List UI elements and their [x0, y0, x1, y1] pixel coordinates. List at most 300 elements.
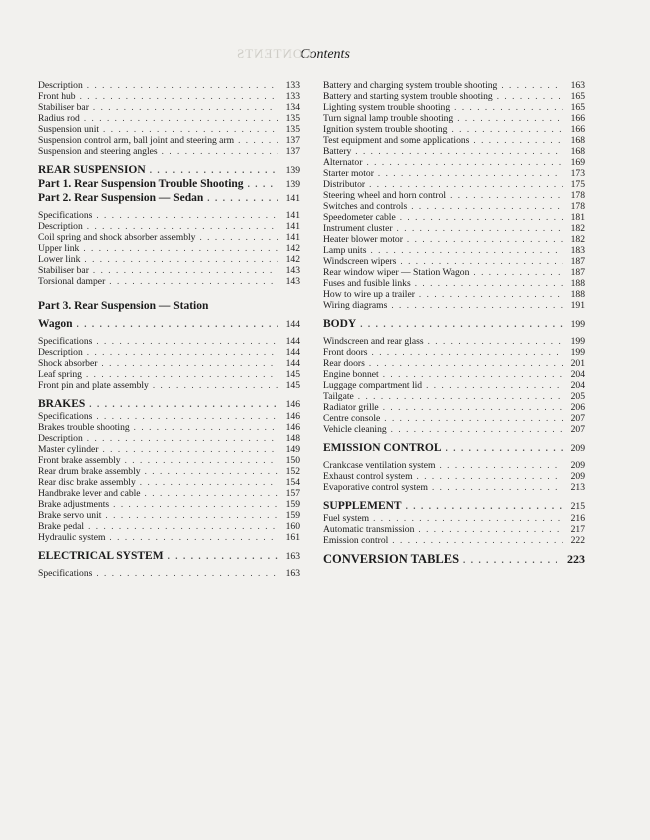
- toc-entry[interactable]: [38, 532, 300, 543]
- dot-leader: [162, 146, 278, 157]
- dot-leader: [501, 80, 563, 91]
- toc-entry-label: Master cylinder: [38, 444, 99, 455]
- toc-entry-label: Lower link: [38, 254, 81, 265]
- toc-entry-label: Crankcase ventilation system: [323, 460, 436, 471]
- toc-section-heading[interactable]: [38, 163, 300, 177]
- toc-entry-label: Specifications: [38, 210, 93, 221]
- toc-entry[interactable]: [323, 278, 585, 289]
- toc-entry-page-number: 141: [285, 232, 300, 243]
- toc-entry-label: Brake adjustments: [38, 499, 110, 510]
- toc-entry-page-number: 135: [285, 113, 300, 124]
- toc-entry-page-number: 159: [285, 510, 300, 521]
- toc-entry-label: Front hub: [38, 91, 76, 102]
- toc-entry-page-number: 222: [570, 535, 585, 546]
- toc-entry[interactable]: [323, 369, 585, 380]
- toc-entry-label: Brakes trouble shooting: [38, 422, 130, 433]
- dot-leader: [417, 471, 563, 482]
- toc-entry[interactable]: [38, 477, 300, 488]
- dot-leader: [80, 91, 278, 102]
- toc-entry-label: Description: [38, 347, 83, 358]
- dot-leader: [105, 510, 278, 521]
- toc-entry[interactable]: [38, 124, 300, 135]
- toc-entry-page-number: 204: [570, 369, 585, 380]
- toc-entry-page-number: 209: [570, 471, 585, 482]
- toc-section-heading[interactable]: [38, 317, 300, 331]
- dot-leader: [88, 521, 278, 532]
- toc-entry-label: Front brake assembly: [38, 455, 121, 466]
- toc-entry-label: Steering wheel and horn control: [323, 190, 447, 201]
- dot-leader: [378, 168, 563, 179]
- toc-entry-label: Emission control: [323, 535, 389, 546]
- dot-leader: [372, 347, 563, 358]
- toc-entry-page-number: 150: [285, 455, 300, 466]
- toc-entry[interactable]: [323, 300, 585, 311]
- toc-section-heading[interactable]: [38, 191, 300, 205]
- toc-entry-label: Part 1. Rear Suspension Trouble Shooting: [38, 178, 244, 190]
- toc-entry[interactable]: [323, 113, 585, 124]
- toc-entry[interactable]: [38, 433, 300, 444]
- toc-entry-label: Torsional damper: [38, 276, 106, 287]
- dot-leader: [248, 177, 278, 191]
- toc-entry-page-number: 152: [285, 466, 300, 477]
- toc-entry-label: Tailgate: [323, 391, 354, 402]
- toc-entry[interactable]: [38, 135, 300, 146]
- toc-entry-label: Engine bonnet: [323, 369, 379, 380]
- toc-entry-page-number: 191: [570, 300, 585, 311]
- dot-leader: [134, 422, 278, 433]
- toc-entry[interactable]: [323, 212, 585, 223]
- dot-leader: [109, 276, 278, 287]
- toc-entry-label: Front doors: [323, 347, 368, 358]
- toc-entry[interactable]: [323, 201, 585, 212]
- toc-entry-page-number: 207: [570, 413, 585, 424]
- toc-entry-page-number: 144: [285, 336, 300, 347]
- toc-entry-label: REAR SUSPENSION: [38, 164, 146, 176]
- dot-leader: [89, 397, 278, 411]
- dot-leader: [370, 245, 563, 256]
- toc-entry-page-number: 139: [285, 179, 300, 190]
- dot-leader: [87, 80, 278, 91]
- dot-leader: [426, 380, 563, 391]
- toc-entry[interactable]: [38, 232, 300, 243]
- toc-entry[interactable]: [38, 210, 300, 221]
- toc-entry-label: Exhaust control system: [323, 471, 413, 482]
- toc-entry[interactable]: [323, 102, 585, 113]
- toc-entry-page-number: 144: [285, 358, 300, 369]
- toc-entry-page-number: 187: [570, 267, 585, 278]
- toc-entry[interactable]: [323, 535, 585, 546]
- toc-entry-label: Windscreen wipers: [323, 256, 397, 267]
- dot-leader: [384, 413, 563, 424]
- toc-entry-label: Test equipment and some applications: [323, 135, 470, 146]
- toc-entry-label: Specifications: [38, 568, 93, 579]
- toc-entry-page-number: 204: [570, 380, 585, 391]
- dot-leader: [145, 466, 278, 477]
- toc-section-heading[interactable]: [323, 317, 585, 331]
- toc-entry-page-number: 181: [570, 212, 585, 223]
- toc-entry[interactable]: [323, 179, 585, 190]
- toc-entry[interactable]: [323, 91, 585, 102]
- dot-leader: [497, 91, 563, 102]
- toc-entry-page-number: 137: [285, 135, 300, 146]
- dot-leader: [101, 358, 278, 369]
- toc-entry-page-number: 137: [285, 146, 300, 157]
- toc-entry-label: Radius rod: [38, 113, 80, 124]
- toc-entry-label: Brake servo unit: [38, 510, 102, 521]
- toc-entry-page-number: 165: [570, 91, 585, 102]
- toc-entry-page-number: 160: [285, 521, 300, 532]
- dot-leader: [83, 243, 278, 254]
- toc-entry[interactable]: [323, 471, 585, 482]
- toc-entry[interactable]: [38, 91, 300, 102]
- toc-entry[interactable]: [38, 444, 300, 455]
- dot-leader: [96, 210, 278, 221]
- dot-leader: [411, 201, 563, 212]
- toc-entry-page-number: 134: [285, 102, 300, 113]
- toc-entry[interactable]: [38, 369, 300, 380]
- dot-leader: [150, 163, 278, 177]
- toc-entry-page-number: 187: [570, 256, 585, 267]
- toc-entry[interactable]: [323, 336, 585, 347]
- toc-entry-label: How to wire up a trailer: [323, 289, 415, 300]
- toc-entry-page-number: 182: [570, 223, 585, 234]
- dot-leader: [366, 157, 563, 168]
- toc-entry-page-number: 199: [570, 347, 585, 358]
- toc-entry-page-number: 215: [570, 501, 585, 512]
- toc-entry-page-number: 183: [570, 245, 585, 256]
- toc-section-heading[interactable]: [38, 397, 300, 411]
- dot-leader: [125, 455, 278, 466]
- toc-entry-page-number: 168: [570, 146, 585, 157]
- dot-leader: [383, 369, 563, 380]
- toc-entry-label: Automatic transmission: [323, 524, 415, 535]
- dot-leader: [369, 179, 563, 190]
- toc-entry[interactable]: [38, 455, 300, 466]
- toc-entry-label: Wiring diagrams: [323, 300, 388, 311]
- toc-entry-label: Windscreen and rear glass: [323, 336, 424, 347]
- toc-entry[interactable]: [38, 336, 300, 347]
- toc-entry-label: Leaf spring: [38, 369, 82, 380]
- dot-leader: [432, 482, 563, 493]
- toc-entry[interactable]: [323, 256, 585, 267]
- toc-entry[interactable]: [323, 267, 585, 278]
- toc-entry[interactable]: [323, 168, 585, 179]
- toc-entry-page-number: 157: [285, 488, 300, 499]
- dot-leader: [145, 488, 278, 499]
- dot-leader: [463, 553, 557, 568]
- dot-leader: [373, 513, 563, 524]
- toc-section-heading[interactable]: [323, 499, 585, 513]
- dot-leader: [428, 336, 563, 347]
- toc-entry-page-number: 207: [570, 424, 585, 435]
- contents-column-right: [323, 80, 585, 567]
- dot-leader: [96, 336, 278, 347]
- toc-entry-page-number: 146: [285, 411, 300, 422]
- toc-entry[interactable]: [323, 380, 585, 391]
- dot-leader: [473, 135, 563, 146]
- toc-entry-page-number: 145: [285, 380, 300, 391]
- toc-entry-page-number: 216: [570, 513, 585, 524]
- toc-entry-label: CONVERSION TABLES: [323, 552, 460, 566]
- toc-entry-page-number: 142: [285, 254, 300, 265]
- toc-entry[interactable]: [323, 124, 585, 135]
- toc-entry-label: Hydraulic system: [38, 532, 106, 543]
- toc-entry[interactable]: [38, 146, 300, 157]
- toc-entry[interactable]: [323, 80, 585, 91]
- toc-entry[interactable]: [323, 460, 585, 471]
- dot-leader: [113, 499, 278, 510]
- toc-entry[interactable]: [38, 113, 300, 124]
- toc-entry-page-number: 188: [570, 278, 585, 289]
- toc-entry-page-number: 199: [570, 336, 585, 347]
- toc-entry[interactable]: [38, 254, 300, 265]
- dot-leader: [391, 300, 563, 311]
- toc-entry-label: Specifications: [38, 336, 93, 347]
- toc-entry-page-number: 133: [285, 91, 300, 102]
- dot-leader: [418, 524, 563, 535]
- dot-leader: [391, 424, 563, 435]
- toc-entry-page-number: 141: [285, 193, 300, 204]
- dot-leader: [415, 278, 563, 289]
- toc-entry[interactable]: [323, 358, 585, 369]
- dot-leader: [392, 535, 563, 546]
- toc-entry-label: Turn signal lamp trouble shooting: [323, 113, 454, 124]
- toc-entry-label: Vehicle cleaning: [323, 424, 387, 435]
- toc-entry[interactable]: [323, 234, 585, 245]
- toc-entry[interactable]: [323, 347, 585, 358]
- dot-leader: [400, 256, 563, 267]
- dot-leader: [238, 135, 278, 146]
- toc-entry-label: Instrument cluster: [323, 223, 393, 234]
- toc-entry-label: SUPPLEMENT: [323, 500, 402, 512]
- toc-entry-page-number: 188: [570, 289, 585, 300]
- dot-leader: [109, 532, 278, 543]
- toc-entry-page-number: 161: [285, 532, 300, 543]
- dot-leader: [358, 391, 563, 402]
- toc-entry[interactable]: [323, 513, 585, 524]
- bleed-through-text: CONTENTS: [236, 46, 312, 61]
- toc-entry-page-number: 209: [570, 460, 585, 471]
- toc-entry-label: Part 2. Rear Suspension — Sedan: [38, 192, 204, 204]
- toc-entry[interactable]: [38, 347, 300, 358]
- dot-leader: [355, 146, 563, 157]
- dot-leader: [419, 289, 563, 300]
- toc-entry-label: Starter motor: [323, 168, 374, 179]
- dot-leader: [473, 267, 563, 278]
- toc-entry-label: Evaporative control system: [323, 482, 428, 493]
- toc-entry-label: Stabiliser bar: [38, 102, 89, 113]
- dot-leader: [84, 254, 278, 265]
- toc-entry-label: Description: [38, 80, 83, 91]
- toc-entry-page-number: 199: [570, 319, 585, 330]
- toc-entry[interactable]: [323, 146, 585, 157]
- toc-entry-label: Rear window wiper — Station Wagon: [323, 267, 470, 278]
- toc-entry-page-number: 182: [570, 234, 585, 245]
- dot-leader: [93, 265, 278, 276]
- toc-section-heading[interactable]: [323, 552, 585, 567]
- toc-entry-page-number: 168: [570, 135, 585, 146]
- toc-entry[interactable]: [38, 499, 300, 510]
- toc-entry-page-number: 143: [285, 265, 300, 276]
- toc-entry-page-number: 213: [570, 482, 585, 493]
- toc-entry-page-number: 163: [570, 80, 585, 91]
- toc-entry-page-number: 209: [570, 443, 585, 454]
- dot-leader: [406, 499, 563, 513]
- toc-entry[interactable]: [38, 102, 300, 113]
- toc-entry-page-number: 206: [570, 402, 585, 413]
- dot-leader: [87, 433, 278, 444]
- dot-leader: [446, 441, 563, 455]
- toc-entry-page-number: 217: [570, 524, 585, 535]
- toc-entry-label: BRAKES: [38, 398, 86, 410]
- toc-entry[interactable]: [38, 80, 300, 91]
- toc-entry-label: Lamp units: [323, 245, 367, 256]
- toc-entry-page-number: 133: [285, 80, 300, 91]
- toc-entry[interactable]: [38, 510, 300, 521]
- toc-entry-page-number: 165: [570, 102, 585, 113]
- toc-entry-label: Description: [38, 433, 83, 444]
- toc-entry-page-number: 173: [570, 168, 585, 179]
- toc-entry-page-number: 146: [285, 422, 300, 433]
- toc-entry[interactable]: [38, 380, 300, 391]
- dot-leader: [407, 234, 563, 245]
- dot-leader: [153, 380, 278, 391]
- toc-entry-label: Speedometer cable: [323, 212, 396, 223]
- toc-entry[interactable]: [323, 289, 585, 300]
- toc-entry-label: Description: [38, 221, 83, 232]
- toc-entry[interactable]: [38, 411, 300, 422]
- toc-entry-page-number: 141: [285, 221, 300, 232]
- toc-entry-label: Ignition system trouble shooting: [323, 124, 448, 135]
- toc-entry-label: Suspension and steering angles: [38, 146, 158, 157]
- toc-entry-label: Heater blower motor: [323, 234, 403, 245]
- dot-leader: [96, 568, 278, 579]
- toc-entry-label: Part 3. Rear Suspension — Station: [38, 300, 209, 312]
- toc-entry-page-number: 135: [285, 124, 300, 135]
- toc-entry-label: Battery and starting system trouble shooting: [323, 91, 493, 102]
- toc-entry-page-number: 154: [285, 477, 300, 488]
- toc-entry-label: Switches and controls: [323, 201, 408, 212]
- toc-entry-page-number: 178: [570, 201, 585, 212]
- toc-entry-label: Battery and charging system trouble shooting: [323, 80, 498, 91]
- toc-entry-label: Alternator: [323, 157, 363, 168]
- toc-entry-label: Rear doors: [323, 358, 365, 369]
- toc-entry-page-number: 205: [570, 391, 585, 402]
- toc-entry-label: Luggage compartment lid: [323, 380, 423, 391]
- toc-entry-page-number: 163: [285, 551, 300, 562]
- toc-entry[interactable]: [323, 402, 585, 413]
- toc-entry[interactable]: [323, 223, 585, 234]
- dot-leader: [439, 460, 563, 471]
- toc-entry-label: Suspension control arm, ball joint and steering arm: [38, 135, 235, 146]
- toc-entry-page-number: 145: [285, 369, 300, 380]
- toc-entry[interactable]: [38, 466, 300, 477]
- dot-leader: [87, 347, 278, 358]
- toc-entry-label: Fuel system: [323, 513, 370, 524]
- toc-entry-page-number: 146: [285, 399, 300, 410]
- dot-leader: [397, 223, 563, 234]
- dot-leader: [360, 317, 563, 331]
- toc-entry[interactable]: [38, 488, 300, 499]
- toc-entry-page-number: 201: [570, 358, 585, 369]
- toc-entry-page-number: 169: [570, 157, 585, 168]
- toc-entry[interactable]: [38, 422, 300, 433]
- toc-entry-page-number: 139: [285, 165, 300, 176]
- toc-entry-label: Fuses and fusible links: [323, 278, 411, 289]
- dot-leader: [451, 124, 563, 135]
- dot-leader: [87, 221, 278, 232]
- toc-entry-label: Distributor: [323, 179, 366, 190]
- toc-entry-page-number: 166: [570, 113, 585, 124]
- toc-entry[interactable]: [38, 568, 300, 579]
- toc-entry-label: Coil spring and shock absorber assembly: [38, 232, 196, 243]
- toc-entry-page-number: 141: [285, 210, 300, 221]
- toc-entry-page-number: 159: [285, 499, 300, 510]
- dot-leader: [454, 102, 563, 113]
- toc-entry-label: Rear disc brake assembly: [38, 477, 136, 488]
- toc-entry-label: Centre console: [323, 413, 381, 424]
- dot-leader: [103, 124, 278, 135]
- dot-leader: [84, 113, 278, 124]
- toc-entry[interactable]: [38, 358, 300, 369]
- toc-entry[interactable]: [323, 524, 585, 535]
- toc-entry[interactable]: [323, 482, 585, 493]
- toc-entry[interactable]: [323, 413, 585, 424]
- toc-entry-label: ELECTRICAL SYSTEM: [38, 550, 164, 562]
- toc-entry[interactable]: [38, 221, 300, 232]
- page-title: Contents: [300, 47, 350, 62]
- toc-entry[interactable]: [323, 157, 585, 168]
- toc-entry[interactable]: [38, 243, 300, 254]
- dot-leader: [457, 113, 563, 124]
- toc-entry-label: Brake pedal: [38, 521, 85, 532]
- toc-entry-label: Front pin and plate assembly: [38, 380, 149, 391]
- toc-entry-label: BODY: [323, 318, 357, 330]
- dot-leader: [369, 358, 563, 369]
- dot-leader: [400, 212, 563, 223]
- toc-entry-page-number: 143: [285, 276, 300, 287]
- toc-entry-label: EMISSION CONTROL: [323, 442, 442, 454]
- toc-entry-label: Lighting system trouble shooting: [323, 102, 451, 113]
- toc-section-heading[interactable]: [38, 549, 300, 563]
- toc-entry[interactable]: [323, 424, 585, 435]
- dot-leader: [93, 102, 278, 113]
- dot-leader: [140, 477, 278, 488]
- toc-entry-label: Specifications: [38, 411, 93, 422]
- toc-entry[interactable]: [323, 135, 585, 146]
- toc-entry[interactable]: [38, 276, 300, 287]
- toc-entry[interactable]: [38, 521, 300, 532]
- dot-leader: [102, 444, 278, 455]
- toc-entry-page-number: 163: [285, 568, 300, 579]
- toc-section-heading[interactable]: [38, 299, 300, 313]
- dot-leader: [383, 402, 563, 413]
- dot-leader: [207, 191, 278, 205]
- toc-entry-label: Handbrake lever and cable: [38, 488, 141, 499]
- toc-section-heading[interactable]: [38, 177, 300, 191]
- toc-entry-label: Radiator grille: [323, 402, 379, 413]
- toc-entry-page-number: 149: [285, 444, 300, 455]
- toc-entry[interactable]: [38, 265, 300, 276]
- toc-section-heading[interactable]: [323, 441, 585, 455]
- toc-entry-page-number: 178: [570, 190, 585, 201]
- dot-leader: [199, 232, 278, 243]
- dot-leader: [450, 190, 563, 201]
- toc-entry[interactable]: [323, 190, 585, 201]
- dot-leader: [86, 369, 278, 380]
- toc-entry[interactable]: [323, 391, 585, 402]
- toc-entry[interactable]: [323, 245, 585, 256]
